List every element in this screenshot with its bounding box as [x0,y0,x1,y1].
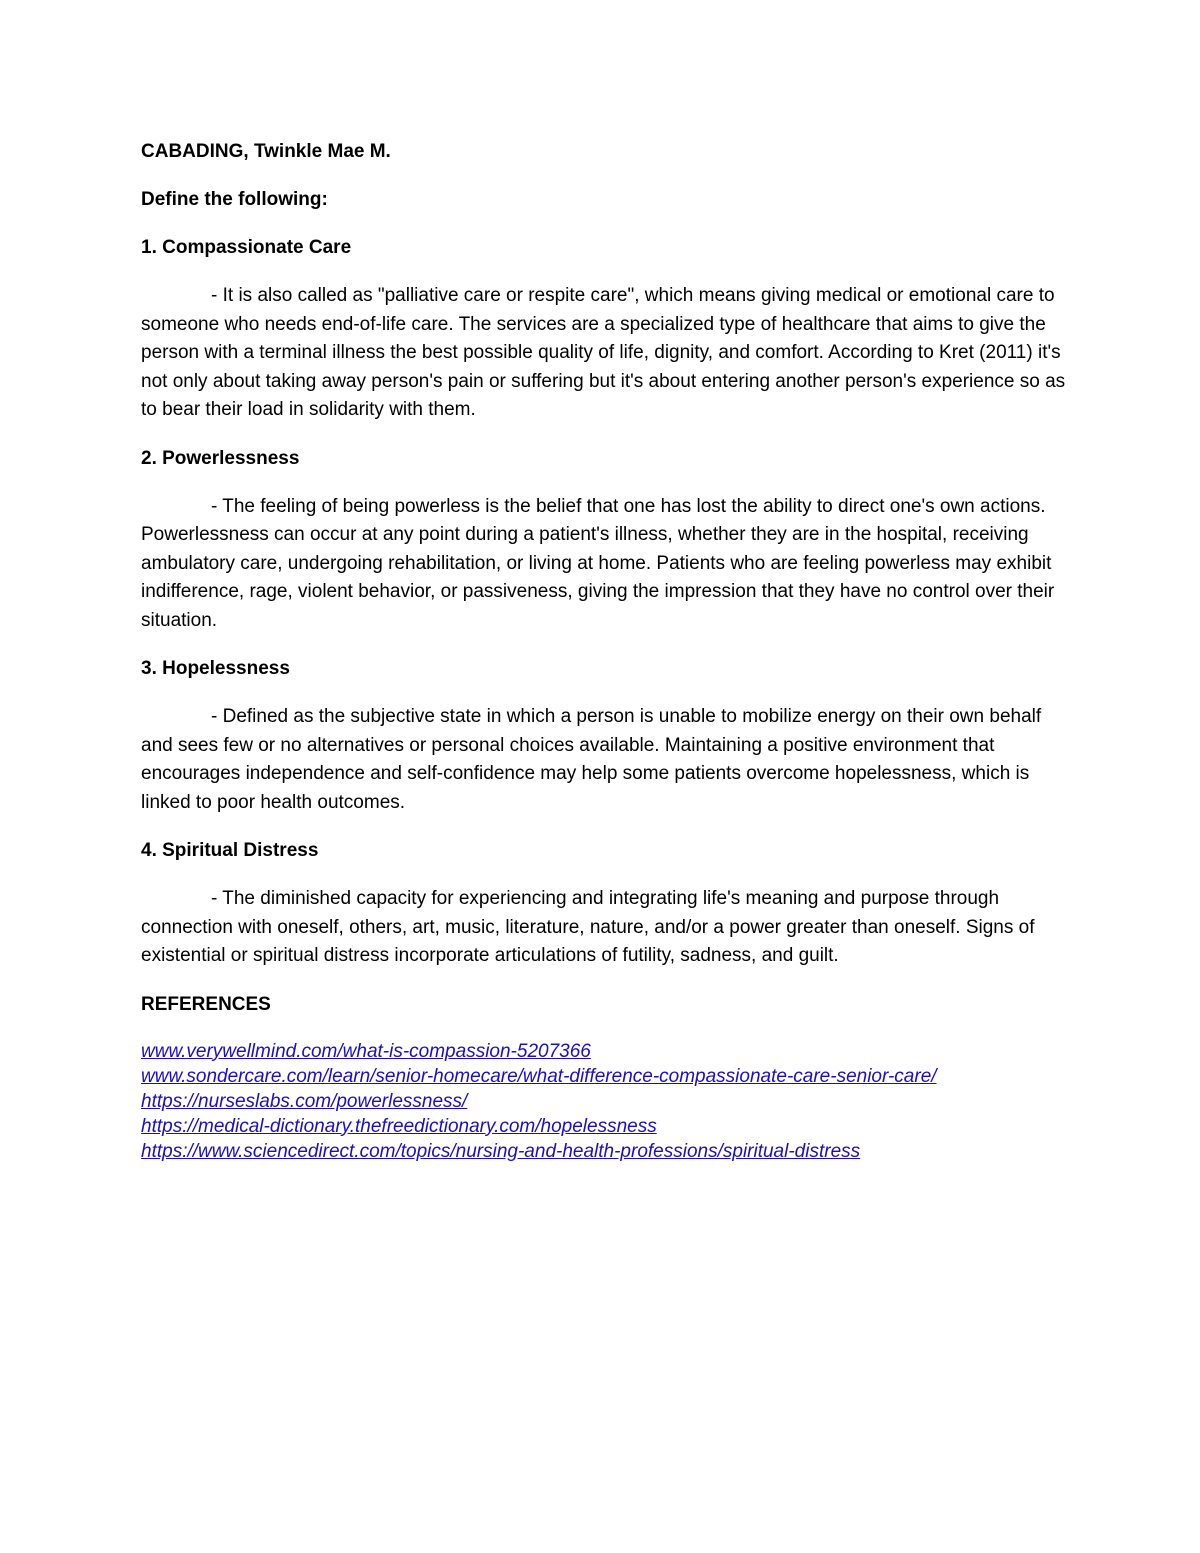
term-heading-powerlessness: 2. Powerlessness [141,447,300,469]
reference-item [141,1039,1071,1064]
term-definition-compassionate-care: - It is also called as "palliative care or respite care", which means giving medical or emotional care to someone who needs end-of-life care. The services are a specialized type of healthcare that aims to give the person with a terminal illness the best possible quality of life, dignity, and comfort. According to Kret (2011) it's not only about taking away person's pain or suffering but it's about entering another person's experience so as to bear their load in solidarity with them. [141,285,1066,420]
term-definition-hopelessness: - Defined as the subjective state in which a person is unable to mobilize energy on their own behalf and sees few or no alternatives or personal choices available. Maintaining a positive environment that encourages independence and self-confidence may help some patients overcome hopelessness, which is linked to poor health outcomes. [141,706,1042,813]
term-definition-spiritual-distress: - The diminished capacity for experiencing and integrating life's meaning and purpose through connection with oneself, others, art, music, literature, nature, and/or a power greater than oneself. Signs of existential or spiritual distress incorporate articulations of futility, sadness, and guilt. [141,888,1035,966]
document-page [141,138,1071,1164]
reference-item [141,1114,1071,1139]
term-definition-powerlessness: - The feeling of being powerless is the belief that one has lost the ability to direct one's own actions. Powerlessness can occur at any point during a patient's illness, whether they are in the hospital, receiving ambulatory care, undergoing rehabilitation, or living at home. Patients who are feeling powerless may exhibit indifference, rage, violent behavior, or passiveness, giving the impression that they have no control over their situation. [141,495,1055,631]
term-heading-spiritual-distress: 4. Spiritual Distress [141,840,319,861]
reference-item [141,1139,1071,1164]
reference-link-nurseslabs[interactable]: https://nurseslabs.com/powerlessness/ [141,1090,468,1112]
author-name: CABADING, Twinkle Mae M. [141,141,391,162]
references-list [141,1039,1071,1164]
reference-link-sondercare[interactable]: www.sondercare.com/learn/senior-homecare/what-difference-compassionate-care-senior-care/ [141,1065,937,1087]
term-heading-hopelessness: 3. Hopelessness [141,658,290,679]
reference-link-verywellmind[interactable]: www.verywellmind.com/what-is-compassion-5207366 [141,1040,591,1062]
instruction-text: Define the following: [141,189,328,210]
references-heading: REFERENCES [141,993,271,1015]
reference-item [141,1089,1071,1114]
reference-link-thefreedictionary[interactable]: https://medical-dictionary.thefreedictionary.com/hopelessness [141,1115,657,1137]
reference-link-sciencedirect[interactable]: https://www.sciencedirect.com/topics/nursing-and-health-professions/spiritual-distress [141,1140,861,1162]
reference-item [141,1064,1071,1089]
term-heading-compassionate-care: 1. Compassionate Care [141,237,352,258]
